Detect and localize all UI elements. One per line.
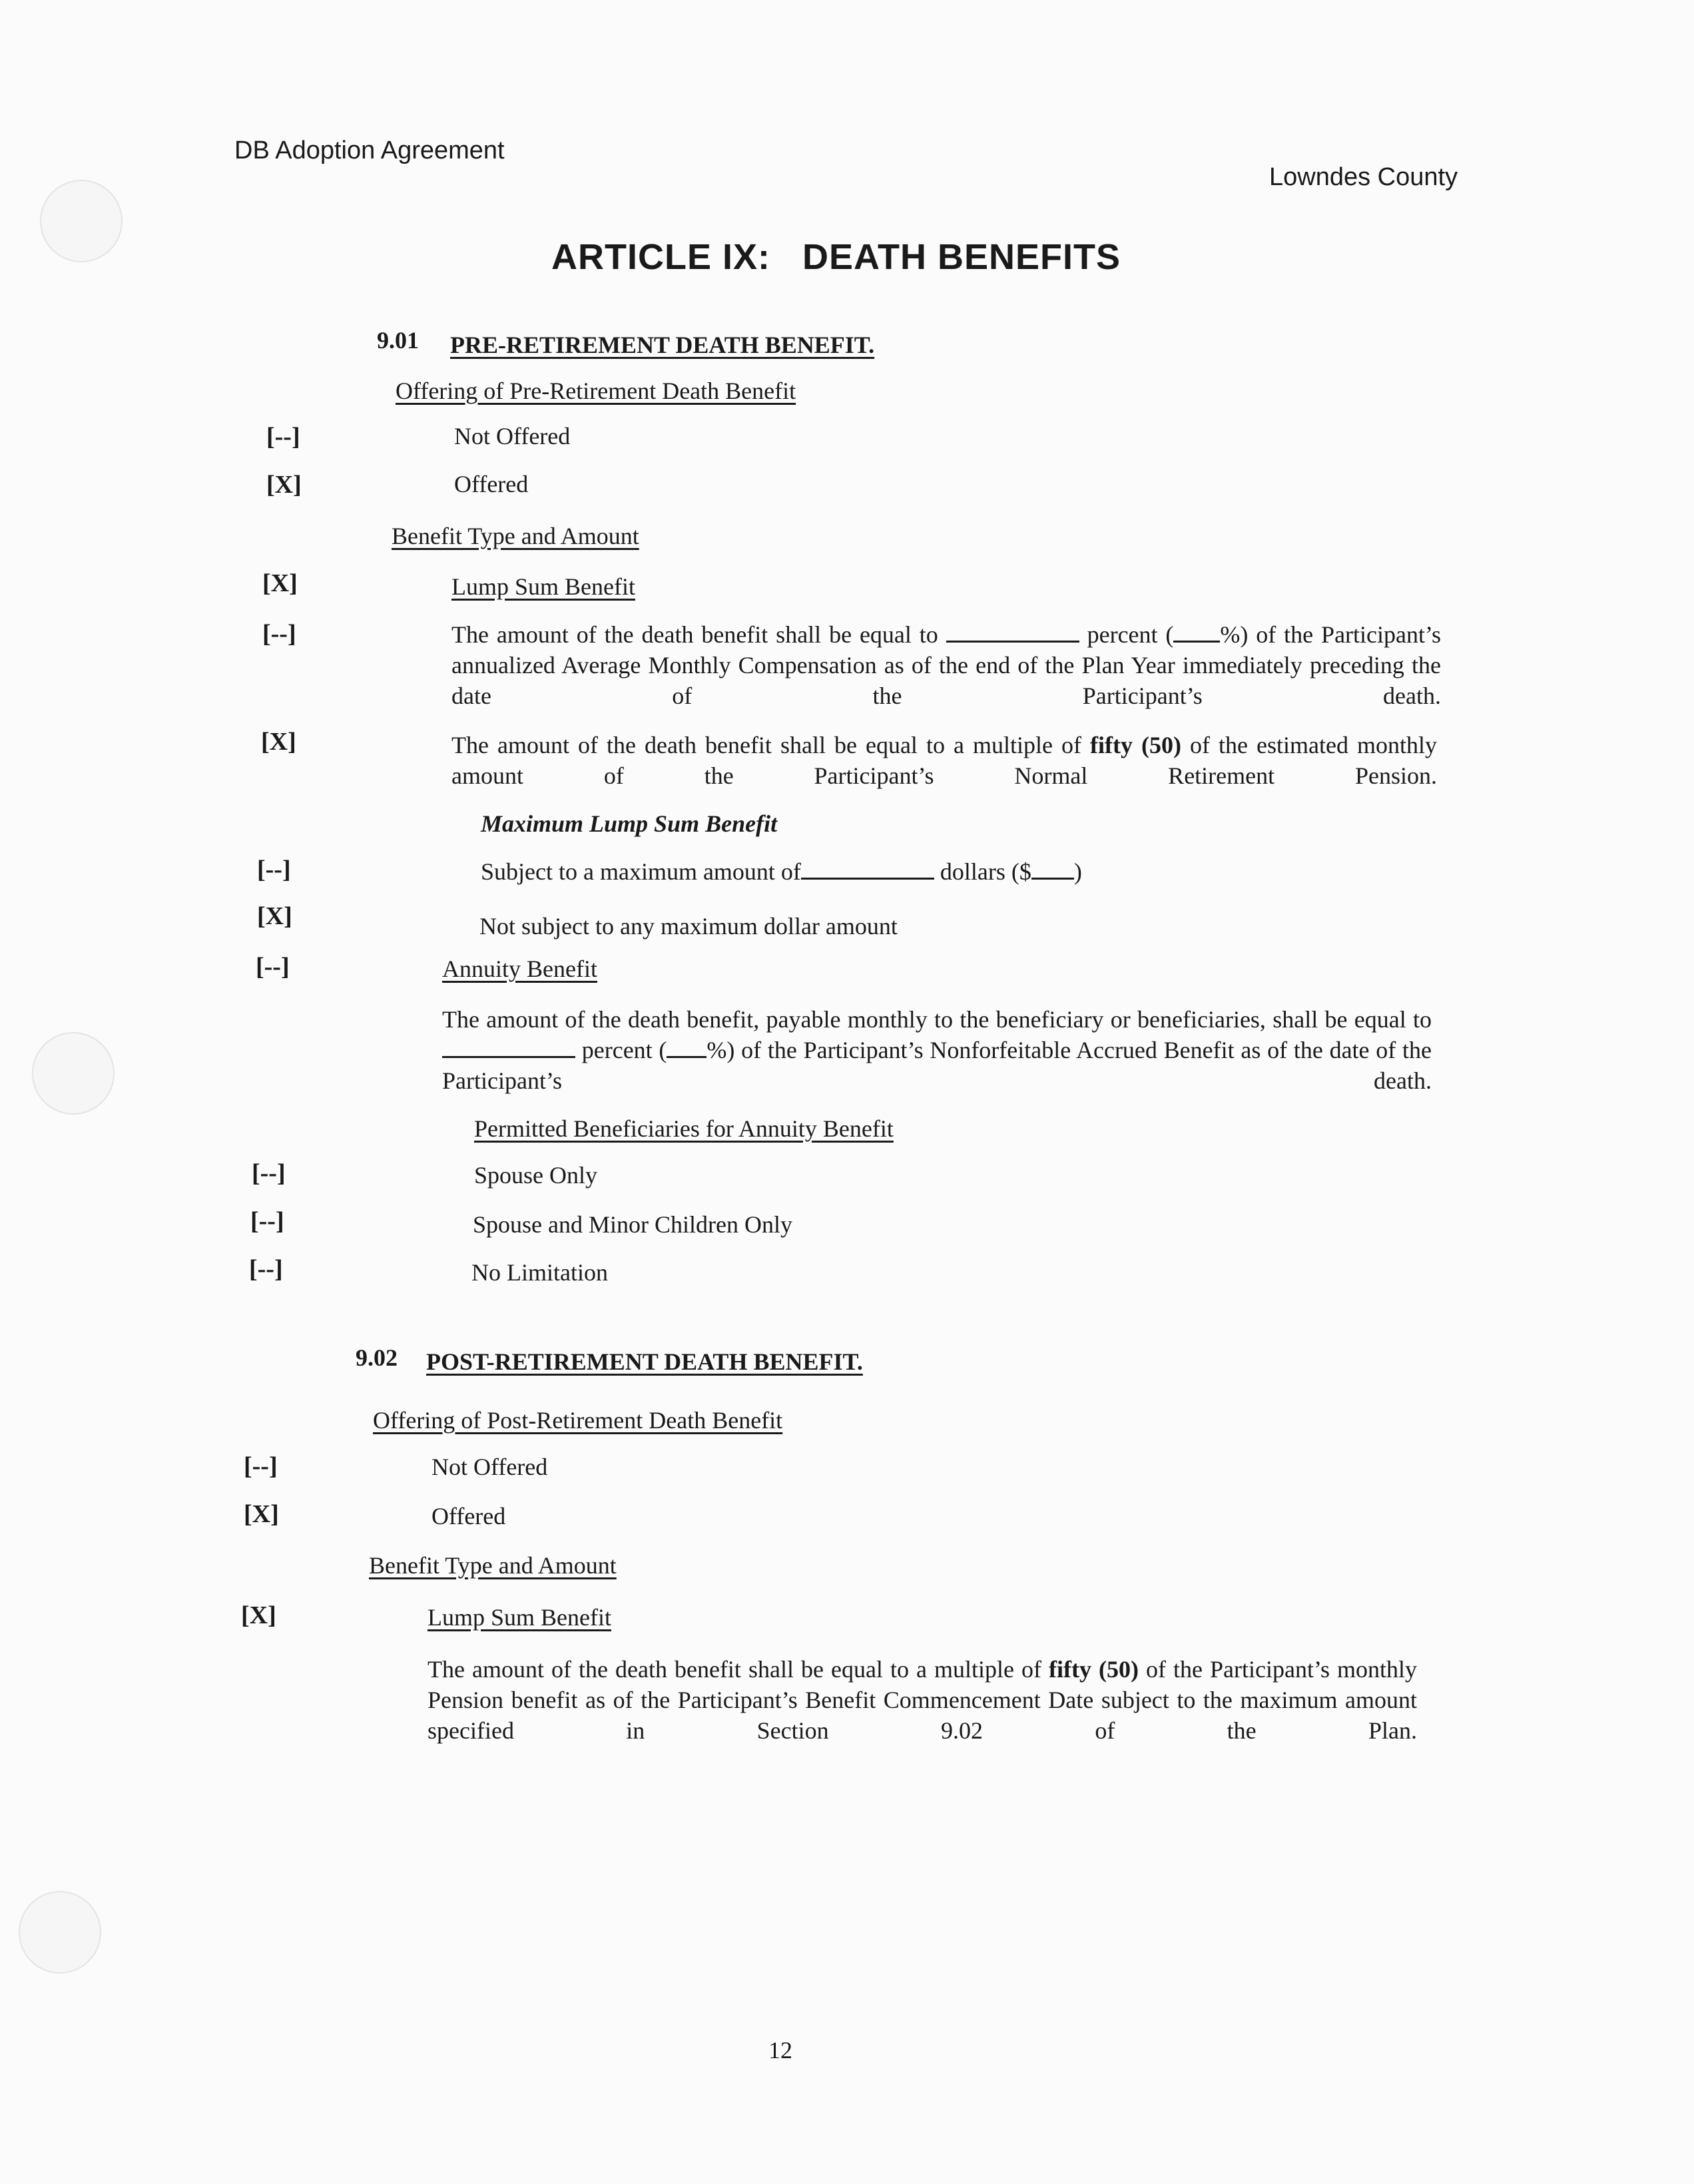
pre-not-offered-checkbox[interactable]: [--] bbox=[266, 423, 300, 451]
binder-hole-bottom bbox=[19, 1891, 101, 1974]
pre-lump-sum-checkbox[interactable]: [X] bbox=[262, 569, 298, 597]
pre-multiple-option-text: The amount of the death benefit shall be equal to a multiple of fifty (50) of the estimated monthly amount of the Participant’s Normal Retirement Pension. bbox=[451, 732, 1438, 789]
max-lump-sum-heading: Maximum Lump Sum Benefit bbox=[481, 810, 778, 837]
page-number: 12 bbox=[768, 2037, 792, 2063]
pre-not-offered-label: Not Offered bbox=[454, 423, 571, 449]
post-lump-sum-text: The amount of the death benefit shall be equal to a multiple of fifty (50) of the Participant’s monthly Pension benefit as of the Participant’s Benefit Commencement Date subject to the maximum amount specified in Section 9.02 of the Plan. bbox=[427, 1656, 1418, 1744]
max-amount-blank[interactable] bbox=[801, 858, 934, 880]
pre-offering-heading: Offering of Pre-Retirement Death Benefit bbox=[396, 378, 796, 404]
no-limitation-checkbox[interactable]: [--] bbox=[249, 1255, 283, 1283]
pre-lump-sum-label: Lump Sum Benefit bbox=[451, 573, 635, 600]
annuity-paren-blank[interactable] bbox=[667, 1036, 706, 1058]
no-limitation-label: No Limitation bbox=[471, 1259, 608, 1286]
spouse-children-label: Spouse and Minor Children Only bbox=[473, 1211, 792, 1238]
article-title: ARTICLE IX: DEATH BENEFITS bbox=[551, 237, 1121, 277]
permitted-beneficiaries-heading: Permitted Beneficiaries for Annuity Benefit bbox=[474, 1115, 894, 1142]
section-9-01-title: PRE-RETIREMENT DEATH BENEFIT. bbox=[450, 332, 875, 358]
post-lump-sum-checkbox[interactable]: [X] bbox=[241, 1601, 276, 1629]
max-subject-text: Subject to a maximum amount of dollars ($ ) bbox=[481, 858, 1082, 885]
pre-percent-option-text: The amount of the death benefit shall be equal to percent ( %) of the Participant’s annualized Average Monthly Compensation as of the end of the Plan Year immediately preceding the date of the Participant’s death. bbox=[451, 621, 1442, 709]
binder-hole-middle bbox=[32, 1032, 115, 1115]
max-subject-checkbox[interactable]: [--] bbox=[257, 856, 291, 884]
post-offering-heading: Offering of Post-Retirement Death Benefit bbox=[373, 1407, 783, 1434]
pre-percent-option-checkbox[interactable]: [--] bbox=[262, 620, 296, 648]
pre-benefit-type-heading: Benefit Type and Amount bbox=[392, 523, 639, 549]
header-left: DB Adoption Agreement bbox=[234, 136, 505, 164]
pre-offered-checkbox[interactable]: [X] bbox=[266, 471, 302, 499]
post-benefit-type-heading: Benefit Type and Amount bbox=[369, 1552, 617, 1579]
max-none-checkbox[interactable]: [X] bbox=[257, 902, 292, 930]
post-not-offered-checkbox[interactable]: [--] bbox=[244, 1452, 278, 1480]
post-offered-label: Offered bbox=[431, 1503, 506, 1529]
spouse-children-checkbox[interactable]: [--] bbox=[250, 1207, 284, 1235]
annuity-checkbox[interactable]: [--] bbox=[256, 953, 290, 981]
max-dollar-blank[interactable] bbox=[1031, 858, 1074, 880]
section-9-01-number: 9.01 bbox=[377, 327, 419, 354]
spouse-only-checkbox[interactable]: [--] bbox=[252, 1159, 286, 1187]
annuity-text: The amount of the death benefit, payable monthly to the beneficiary or beneficiaries, shall be equal to percent ( %) of the Participant’s Nonforfeitable Accrued Benefit as of the date of the Participant’s death. bbox=[442, 1006, 1432, 1094]
header-right: Lowndes County bbox=[1269, 163, 1458, 191]
annuity-percent-blank[interactable] bbox=[442, 1036, 575, 1058]
spouse-only-label: Spouse Only bbox=[474, 1162, 598, 1189]
percent-blank[interactable] bbox=[946, 621, 1079, 643]
pre-multiple-option-checkbox[interactable]: [X] bbox=[261, 728, 296, 756]
binder-hole-top bbox=[40, 180, 123, 262]
max-none-label: Not subject to any maximum dollar amount bbox=[479, 913, 898, 940]
annuity-label: Annuity Benefit bbox=[442, 956, 597, 982]
post-not-offered-label: Not Offered bbox=[431, 1454, 548, 1480]
percent-paren-blank[interactable] bbox=[1173, 621, 1220, 643]
section-9-02-title: POST-RETIREMENT DEATH BENEFIT. bbox=[426, 1348, 863, 1375]
section-9-02-number: 9.02 bbox=[356, 1344, 398, 1371]
pre-offered-label: Offered bbox=[454, 471, 529, 497]
post-offered-checkbox[interactable]: [X] bbox=[244, 1500, 279, 1528]
post-lump-sum-label: Lump Sum Benefit bbox=[427, 1604, 611, 1631]
